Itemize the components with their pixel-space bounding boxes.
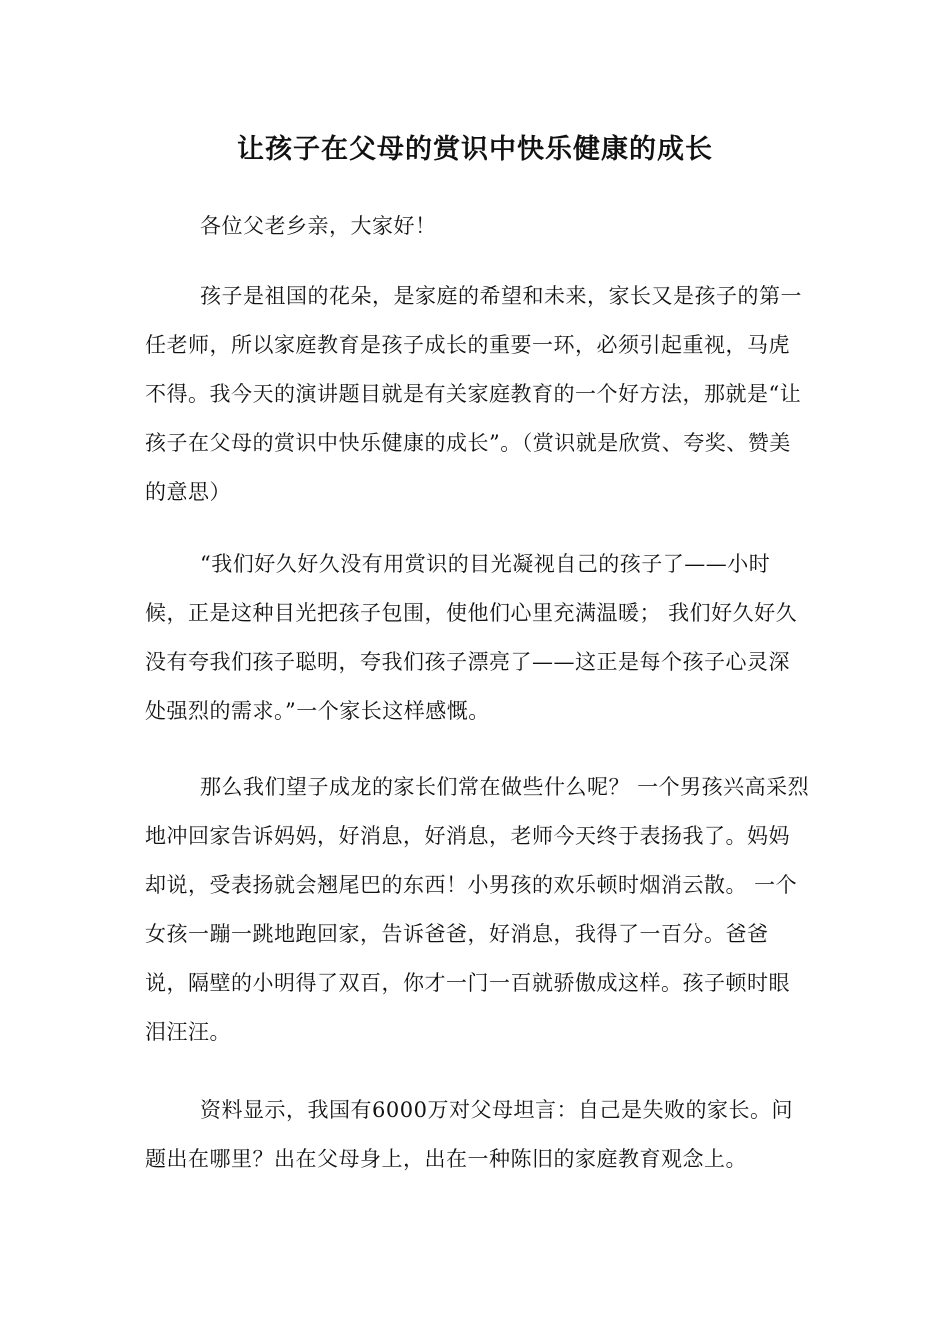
paragraph-2: “我们好久好久没有用赏识的目光凝视自己的孩子了——小时候，正是这种目光把孩子包围，使他们心里充满温暖； 我们好久好久没有夸我们孩子聪明，夸我们孩子漂亮了——这正是每个孩子心灵深处强烈的需求。”一个家长这样感慨。 <box>145 552 798 723</box>
paragraph-3: 那么我们望子成龙的家长们常在做些什么呢？ 一个男孩兴高采烈地冲回家告诉妈妈，好消息，好消息，老师今天终于表扬我了。妈妈却说，受表扬就会翘尾巴的东西！小男孩的欢乐顿时烟消云散。 一个女孩一蹦一跳地跑回家，告诉爸爸，好消息，我得了一百分。爸爸说，隔壁的小明得了双百，你才一门一百就骄傲成这样。孩子顿时眼泪汪汪。 <box>145 775 810 1044</box>
paragraph-1: 孩子是祖国的花朵，是家庭的希望和未来，家长又是孩子的第一任老师，所以家庭教育是孩子成长的重要一环，必须引起重视，马虎不得。我今天的演讲题目就是有关家庭教育的一个好方法，那就是“让孩子在父母的赏识中快乐健康的成长”。（赏识就是欣赏、夸奖、赞美的意思） <box>145 284 802 504</box>
greeting-paragraph: 各位父老乡亲，大家好！ <box>200 214 437 238</box>
paragraph-4: 资料显示，我国有6000万对父母坦言：自己是失败的家长。问题出在哪里？出在父母身上，出在一种陈旧的家庭教育观念上。 <box>145 1098 793 1171</box>
document-title: 让孩子在父母的赏识中快乐健康的成长 <box>237 134 713 165</box>
